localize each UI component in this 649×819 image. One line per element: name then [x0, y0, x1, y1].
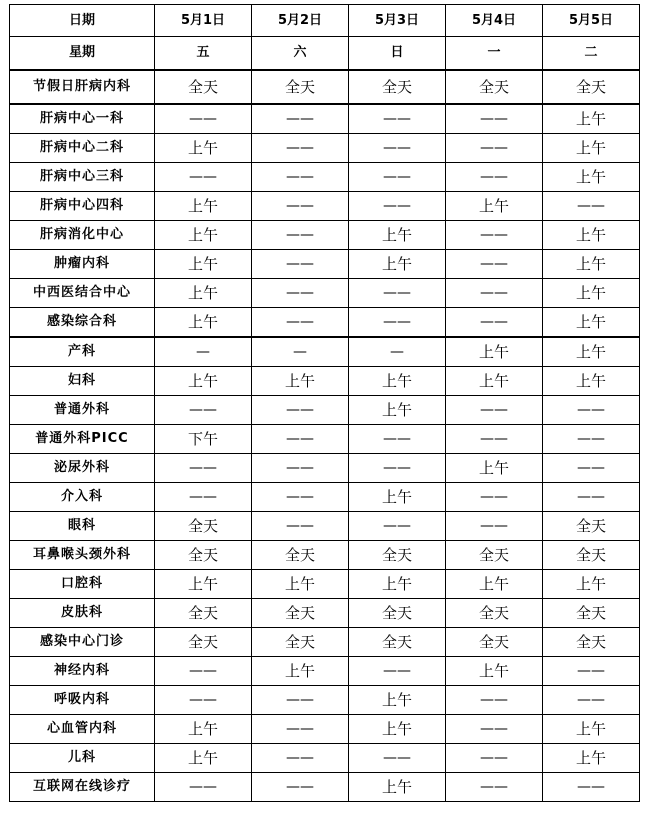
schedule-slot: 上午	[349, 221, 446, 250]
department-row	[10, 192, 640, 221]
schedule-slot: ——	[543, 483, 640, 512]
department-name: 互联网在线诊疗	[10, 773, 155, 802]
schedule-slot: 全天	[155, 541, 252, 570]
department-row	[10, 70, 640, 104]
schedule-slot: 全天	[349, 628, 446, 657]
schedule-slot: ——	[446, 250, 543, 279]
department-name: 介入科	[10, 483, 155, 512]
department-name: 妇科	[10, 367, 155, 396]
schedule-slot: 上午	[543, 570, 640, 599]
schedule-slot: 上午	[446, 454, 543, 483]
schedule-slot: ——	[446, 425, 543, 454]
schedule-slot: ——	[252, 425, 349, 454]
department-name: 眼科	[10, 512, 155, 541]
schedule-slot: 全天	[543, 599, 640, 628]
department-row	[10, 396, 640, 425]
department-name: 呼吸内科	[10, 686, 155, 715]
schedule-slot: 上午	[543, 744, 640, 773]
weekday-header-cell: 一	[446, 37, 543, 71]
department-row	[10, 163, 640, 192]
schedule-slot: ——	[252, 104, 349, 134]
date-header-cell: 5月2日	[252, 5, 349, 37]
schedule-slot: 下午	[155, 425, 252, 454]
schedule-slot: 上午	[155, 134, 252, 163]
department-name: 儿科	[10, 744, 155, 773]
schedule-slot: 上午	[155, 367, 252, 396]
schedule-slot: ——	[446, 308, 543, 338]
schedule-slot: —	[155, 337, 252, 367]
schedule-slot: ——	[446, 104, 543, 134]
schedule-slot: 全天	[349, 541, 446, 570]
schedule-slot: ——	[446, 773, 543, 802]
schedule-slot: 全天	[446, 541, 543, 570]
schedule-slot: 上午	[155, 250, 252, 279]
schedule-slot: ——	[349, 104, 446, 134]
department-row	[10, 483, 640, 512]
schedule-slot: ——	[349, 134, 446, 163]
schedule-slot: ——	[252, 744, 349, 773]
department-row	[10, 541, 640, 570]
schedule-slot: 上午	[543, 367, 640, 396]
department-row	[10, 657, 640, 686]
department-name: 普通外科PICC	[10, 425, 155, 454]
schedule-slot: ——	[349, 192, 446, 221]
department-row	[10, 337, 640, 367]
date-header-row	[10, 5, 640, 37]
schedule-slot: ——	[155, 686, 252, 715]
schedule-slot: ——	[446, 512, 543, 541]
schedule-slot: 上午	[543, 221, 640, 250]
weekday-header-cell: 五	[155, 37, 252, 71]
schedule-slot: 上午	[155, 221, 252, 250]
schedule-slot: 上午	[252, 657, 349, 686]
department-row	[10, 134, 640, 163]
department-name: 感染综合科	[10, 308, 155, 338]
schedule-slot: ——	[252, 773, 349, 802]
weekday-header-cell: 六	[252, 37, 349, 71]
schedule-slot: 上午	[349, 715, 446, 744]
department-name: 节假日肝病内科	[10, 70, 155, 104]
department-row	[10, 250, 640, 279]
weekday-header-cell: 二	[543, 37, 640, 71]
schedule-slot: 上午	[543, 134, 640, 163]
schedule-slot: ——	[252, 163, 349, 192]
schedule-slot: —	[252, 337, 349, 367]
department-name: 普通外科	[10, 396, 155, 425]
department-row	[10, 221, 640, 250]
schedule-slot: 全天	[349, 70, 446, 104]
schedule-slot: ——	[349, 308, 446, 338]
schedule-slot: ——	[349, 512, 446, 541]
schedule-slot: ——	[155, 483, 252, 512]
schedule-slot: 上午	[252, 570, 349, 599]
schedule-slot: ——	[155, 657, 252, 686]
schedule-slot: 上午	[252, 367, 349, 396]
schedule-slot: ——	[446, 279, 543, 308]
schedule-slot: 上午	[349, 570, 446, 599]
schedule-slot: ——	[252, 512, 349, 541]
department-row	[10, 104, 640, 134]
schedule-slot: ——	[252, 396, 349, 425]
schedule-slot: 全天	[543, 628, 640, 657]
schedule-slot: ——	[252, 250, 349, 279]
schedule-slot: ——	[446, 686, 543, 715]
schedule-slot: 上午	[155, 715, 252, 744]
department-name: 耳鼻喉头颈外科	[10, 541, 155, 570]
schedule-slot: 上午	[349, 367, 446, 396]
schedule-slot: ——	[155, 396, 252, 425]
schedule-slot: ——	[155, 773, 252, 802]
schedule-slot: 上午	[543, 250, 640, 279]
schedule-slot: 上午	[446, 337, 543, 367]
schedule-slot: 全天	[543, 70, 640, 104]
schedule-slot: ——	[252, 134, 349, 163]
date-header-cell: 5月1日	[155, 5, 252, 37]
department-name: 产科	[10, 337, 155, 367]
schedule-slot: ——	[349, 454, 446, 483]
department-name: 肝病中心三科	[10, 163, 155, 192]
schedule-slot: 全天	[155, 628, 252, 657]
schedule-slot: ——	[446, 744, 543, 773]
schedule-slot: ——	[543, 686, 640, 715]
schedule-slot: 上午	[349, 396, 446, 425]
schedule-slot: ——	[252, 221, 349, 250]
department-row	[10, 773, 640, 802]
schedule-slot: 上午	[155, 570, 252, 599]
schedule-slot: 上午	[446, 367, 543, 396]
schedule-slot: ——	[543, 657, 640, 686]
schedule-slot: 全天	[543, 512, 640, 541]
schedule-slot: ——	[446, 134, 543, 163]
schedule-slot: ——	[349, 425, 446, 454]
department-name: 肝病消化中心	[10, 221, 155, 250]
schedule-slot: ——	[155, 163, 252, 192]
schedule-slot: ——	[155, 104, 252, 134]
department-row	[10, 744, 640, 773]
department-name: 心血管内科	[10, 715, 155, 744]
schedule-slot: ——	[252, 454, 349, 483]
department-row	[10, 570, 640, 599]
department-name: 肝病中心一科	[10, 104, 155, 134]
schedule-slot: 全天	[446, 599, 543, 628]
schedule-slot: 全天	[543, 541, 640, 570]
schedule-slot: 上午	[446, 192, 543, 221]
department-row	[10, 454, 640, 483]
schedule-slot: ——	[252, 686, 349, 715]
schedule-slot: 上午	[543, 163, 640, 192]
schedule-body	[10, 5, 640, 802]
schedule-slot: ——	[446, 396, 543, 425]
schedule-slot: ——	[349, 657, 446, 686]
schedule-slot: ——	[252, 279, 349, 308]
schedule-slot: 上午	[543, 337, 640, 367]
schedule-slot: ——	[252, 715, 349, 744]
department-row	[10, 715, 640, 744]
schedule-slot: ——	[543, 425, 640, 454]
schedule-slot: 上午	[349, 773, 446, 802]
schedule-slot: 上午	[446, 657, 543, 686]
department-name: 肝病中心四科	[10, 192, 155, 221]
schedule-slot: 全天	[252, 541, 349, 570]
weekday-header-row	[10, 37, 640, 71]
department-name: 中西医结合中心	[10, 279, 155, 308]
schedule-slot: ——	[446, 163, 543, 192]
department-name: 肿瘤内科	[10, 250, 155, 279]
schedule-slot: ——	[349, 279, 446, 308]
department-name: 感染中心门诊	[10, 628, 155, 657]
department-row	[10, 599, 640, 628]
department-name: 口腔科	[10, 570, 155, 599]
department-row	[10, 279, 640, 308]
schedule-slot: 上午	[543, 279, 640, 308]
schedule-slot: ——	[543, 192, 640, 221]
schedule-slot: 上午	[349, 483, 446, 512]
date-header-cell: 5月4日	[446, 5, 543, 37]
schedule-slot: 上午	[155, 308, 252, 338]
department-row	[10, 367, 640, 396]
schedule-slot: 全天	[155, 512, 252, 541]
department-name: 泌尿外科	[10, 454, 155, 483]
schedule-slot: 上午	[349, 250, 446, 279]
schedule-slot: 上午	[155, 279, 252, 308]
date-header-cell: 5月3日	[349, 5, 446, 37]
schedule-slot: ——	[349, 163, 446, 192]
schedule-slot: 上午	[446, 570, 543, 599]
weekday-header-cell: 日	[349, 37, 446, 71]
schedule-slot: ——	[252, 308, 349, 338]
department-row	[10, 686, 640, 715]
schedule-slot: ——	[252, 192, 349, 221]
schedule-slot: 上午	[155, 744, 252, 773]
schedule-slot: 全天	[252, 628, 349, 657]
schedule-slot: —	[349, 337, 446, 367]
schedule-slot: ——	[349, 744, 446, 773]
department-row	[10, 628, 640, 657]
schedule-slot: 全天	[446, 70, 543, 104]
schedule-slot: 全天	[252, 70, 349, 104]
department-name: 神经内科	[10, 657, 155, 686]
date-header-cell: 5月5日	[543, 5, 640, 37]
schedule-slot: ——	[155, 454, 252, 483]
schedule-slot: ——	[543, 454, 640, 483]
schedule-slot: 上午	[349, 686, 446, 715]
department-name: 肝病中心二科	[10, 134, 155, 163]
schedule-slot: ——	[252, 483, 349, 512]
schedule-slot: 全天	[349, 599, 446, 628]
schedule-slot: 上午	[543, 715, 640, 744]
schedule-slot: 上午	[543, 308, 640, 338]
schedule-slot: 上午	[543, 104, 640, 134]
holiday-clinic-schedule-table	[9, 4, 640, 802]
date-header-label: 日期	[10, 5, 155, 37]
department-name: 皮肤科	[10, 599, 155, 628]
department-row	[10, 512, 640, 541]
schedule-slot: 全天	[252, 599, 349, 628]
weekday-header-label: 星期	[10, 37, 155, 71]
schedule-slot: ——	[543, 773, 640, 802]
department-row	[10, 308, 640, 338]
schedule-slot: ——	[446, 715, 543, 744]
schedule-slot: 全天	[446, 628, 543, 657]
schedule-slot: 全天	[155, 599, 252, 628]
schedule-slot: 全天	[155, 70, 252, 104]
schedule-slot: ——	[446, 221, 543, 250]
schedule-slot: ——	[446, 483, 543, 512]
schedule-slot: ——	[543, 396, 640, 425]
schedule-slot: 上午	[155, 192, 252, 221]
department-row	[10, 425, 640, 454]
